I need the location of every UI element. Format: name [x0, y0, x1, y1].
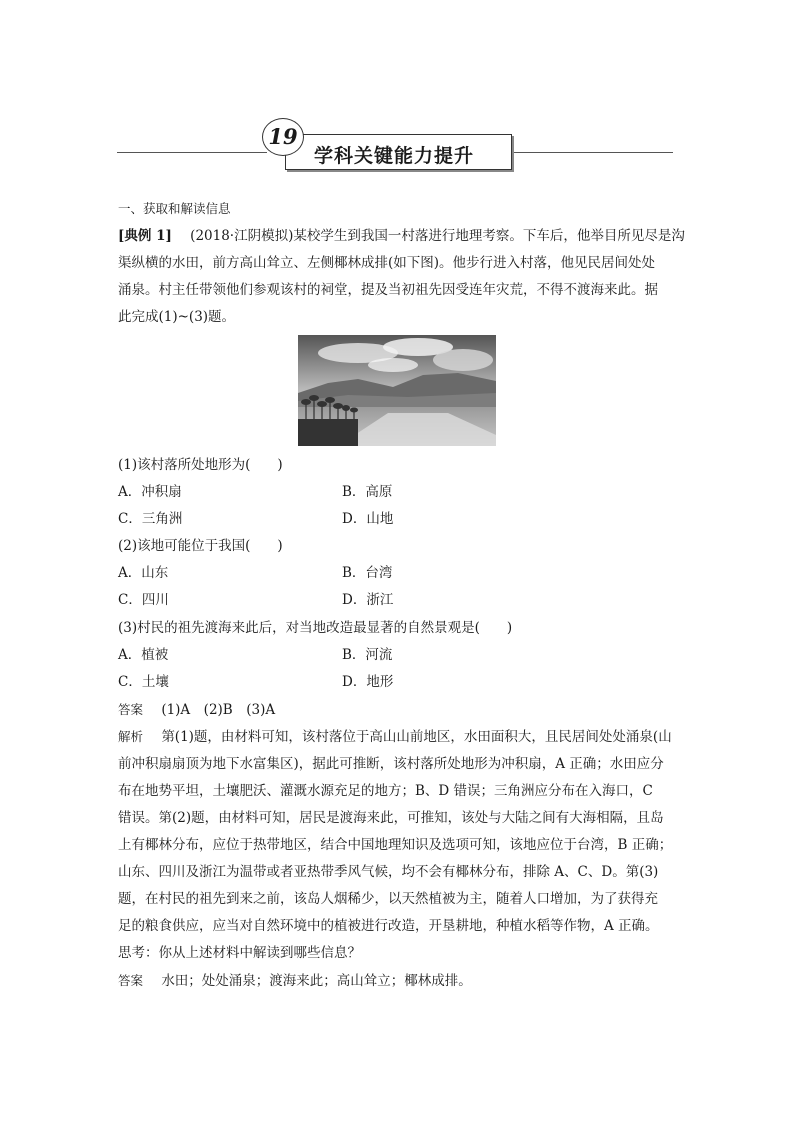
analysis-line-2: 前冲积扇扇顶为地下水富集区)，据此可推断，该村落所处地形为冲积扇，A 正确；水田应分: [118, 756, 664, 772]
example-line-1: [118, 227, 685, 245]
analysis-text-1: 第(1)题，由材料可知，该村落位于高山山前地区，水田面积大，且民居间处处涌泉(山: [161, 729, 672, 745]
question-2-stem: (2)该地可能位于我国( ): [118, 538, 283, 554]
question-1-option-a: A．冲积扇: [118, 484, 182, 500]
example-line-3: 涌泉。村主任带领他们参观该村的祠堂，提及当初祖先因受连年灾荒，不得不渡海来此。据: [118, 282, 658, 298]
think-answer-label: 答案: [118, 973, 144, 988]
chapter-title-box: [285, 134, 512, 170]
landscape-photo-graphic: [298, 335, 496, 446]
analysis-line-7: 题，在村民的祖先到来之前，该岛人烟稀少，以天然植被为主，随着人口增加，为了获得充: [118, 891, 658, 907]
chapter-title: 学科关键能力提升: [314, 145, 475, 167]
analysis-line-8: 足的粮食供应，应当对自然环境中的植被进行改造，开垦耕地，种植水稻等作物，A 正确。: [118, 918, 659, 934]
analysis-line-6: 山东、四川及浙江为温带或者亚热带季风气候，均不会有椰林分布，排除 A、C、D。第(3): [118, 864, 659, 880]
think-answer-line: [118, 972, 472, 990]
analysis-line-1: [118, 728, 672, 746]
think-question: 思考：你从上述材料中解读到哪些信息？: [118, 945, 361, 961]
think-answer-text: 水田；处处涌泉；渡海来此；高山耸立；椰林成排。: [161, 973, 472, 989]
question-2-option-a: A．山东: [118, 565, 169, 581]
question-1-option-b: B．高原: [342, 484, 393, 500]
question-3-stem: (3)村民的祖先渡海来此后，对当地改造最显著的自然景观是( ): [118, 620, 513, 636]
example-text-1: (2018·江阴模拟)某校学生到我国一村落进行地理考察。下车后，他举目所见尽是沟: [190, 228, 685, 244]
question-3-option-d: D．地形: [342, 674, 394, 690]
question-3-option-b: B．河流: [342, 647, 393, 663]
question-3-option-a: A．植被: [118, 647, 169, 663]
analysis-line-5: 上有椰林分布，应位于热带地区，结合中国地理知识及选项可知，该地应位于台湾，B 正确；: [118, 837, 673, 853]
chapter-number-badge: 19: [262, 118, 304, 156]
question-1-option-c: C．三角洲: [118, 511, 183, 527]
section-heading: 一、获取和解读信息: [118, 201, 231, 216]
analysis-label: 解析: [118, 729, 144, 744]
question-2-option-b: B．台湾: [342, 565, 393, 581]
question-3-option-c: C．土壤: [118, 674, 169, 690]
header-rule-left: [117, 152, 267, 153]
header-rule-right: [512, 152, 673, 153]
analysis-line-3: 布在地势平坦，土壤肥沃、灌溉水源充足的地方；B、D 错误；三角洲应分布在入海口，C: [118, 783, 653, 799]
question-2-option-d: D．浙江: [342, 592, 394, 608]
landscape-photo: [298, 335, 496, 446]
question-1-stem: (1)该村落所处地形为( ): [118, 457, 283, 473]
example-line-4: 此完成(1)~(3)题。: [118, 309, 236, 325]
question-1-option-d: D．山地: [342, 511, 394, 527]
answer-label: 答案: [118, 702, 144, 717]
answer-line: [118, 701, 275, 719]
analysis-line-4: 错误。第(2)题，由材料可知，居民是渡海来此，可推知，该处与大陆之间有大海相隔，且岛: [118, 810, 664, 826]
example-tag: [典例 1]: [118, 228, 172, 244]
question-2-option-c: C．四川: [118, 592, 169, 608]
answer-text: (1)A (2)B (3)A: [161, 702, 276, 718]
example-line-2: 渠纵横的水田，前方高山耸立、左侧椰林成排(如下图)。他步行进入村落，他见民居间处处: [118, 255, 656, 271]
